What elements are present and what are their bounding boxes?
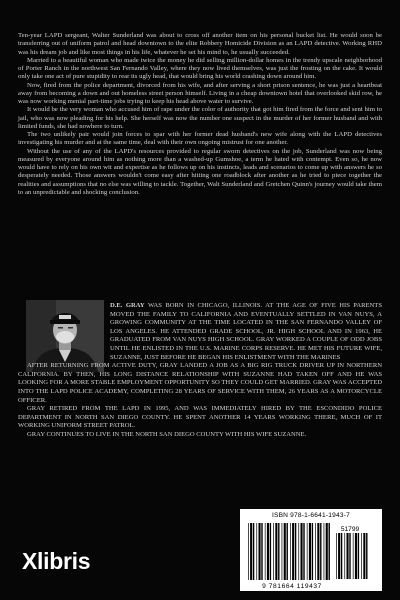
isbn-label: ISBN 978-1-6641-1943-7 (271, 512, 351, 519)
barcode-bar (366, 533, 367, 579)
barcode-bar (307, 523, 308, 580)
barcode-bar (347, 533, 349, 579)
barcode-bar (361, 533, 362, 579)
author-name: D.E. GRAY (110, 302, 145, 309)
barcode-bar (320, 523, 321, 580)
synopsis-paragraph: The two unlikely pair would join forces to spar with her former dead husband's new wife along with the LAPD detectives investigating his murder and at the same time, deal with their own ongoing mistrust for one another. (18, 131, 382, 147)
barcode-bar (295, 523, 296, 580)
barcode-bar (301, 523, 303, 580)
barcode-bar (259, 523, 261, 580)
barcode-bar (253, 523, 254, 580)
back-cover-synopsis (18, 32, 382, 197)
synopsis-paragraph: Ten-year LAPD sergeant, Walter Sunderland was about to cross off another item on his personal bucket list. He would soon be transferring out of uniform patrol and head downtown to the elite Robbery Homicide Division as an LAPD detective. Working RHD was his dream job and like most things in his life, whatever he set his mind to, he usually succeeded. (18, 32, 382, 56)
synopsis-paragraph: Now, fired from the police department, divorced from his wife, and after serving a short prison sentence, he was just a heartbeat away from becoming a down and out homeless street person himself. Living in a cheap downtown hotel that overlooked skid row, he was now working menial part-time jobs trying to keep his head above water to survive. (18, 81, 382, 105)
barcode-bar (265, 523, 266, 580)
barcode-bar (324, 523, 325, 580)
barcode-bar (292, 523, 294, 580)
bio-intro-text: WAS BORN IN CHICAGO, ILLINOIS. AT THE AGE OF FIVE HIS PARENTS MOVED THE FAMILY TO CALIFORNIA AND EVENTUALLY SETTLED IN VAN NUYS, A GROWING COMMUNITY AT THE TIME LOCATED IN THE SAN FERNANDO VALLEY OF LOS ANGELES. HE ATTENDED GRADE SCHOOL, JR. HIGH SCHOOL AND IN 1963, HE GRADUATED FROM VAN NUYS HIGH SCHOOL. GRAY WORKED A COUPLE OF ODD JOBS UNTIL HE ENLISTED IN THE U.S. MARINE CORPS RESERVE. HE MET HIS FUTURE WIFE, SUZANNE, JUST BEFORE HE BEGAN HIS ENLISTMENT WITH THE MARINES (110, 302, 382, 361)
barcode-bar (287, 523, 288, 580)
barcode-bar (344, 533, 345, 579)
barcode-bar (353, 533, 354, 579)
barcode-bar (275, 523, 277, 580)
author-bio (18, 302, 382, 440)
bio-intro (110, 302, 382, 362)
synopsis-paragraph: It would be the very woman who accused him of rape under the color of authority that got him fired from the force and sent him to jail, who was now pleading for his help. She herself was now the number one suspect in the murder of her former husband and with limited funds, she had nowhere to turn. (18, 106, 382, 130)
barcode-bar (317, 523, 319, 580)
barcode-bar (290, 523, 291, 580)
barcode-bar (329, 523, 330, 580)
barcode-bar (284, 523, 286, 580)
barcode-bar (358, 533, 359, 579)
barcode-bar (270, 523, 271, 580)
barcode-bar (336, 533, 337, 579)
barcode-bar (250, 523, 252, 580)
barcode-bar (298, 523, 299, 580)
barcode-bar (267, 523, 269, 580)
synopsis-paragraph: Without the use of any of the LAPD's resources provided to regular sworn detectives on the job, Sunderland was now being measured by everyone around him as nothing more than a washed-up Gumshoe, a term he hated with contempt. Even so, he now would have to rely on his own wit and expertise as he follows up on his instincts, leads and scenarios to come up with answers he so desperately needed. Those answers wouldn't come easy after hitting one roadblock after another as he tried to piece together the realities and assumptions that no else was willing to tackle. Together, Walt Sunderland and Gretchen Quinn's journey would take them to an unpredictable and shocking conclusion. (18, 147, 382, 196)
barcode-bar (261, 523, 262, 580)
barcode-bar (273, 523, 274, 580)
barcode-bar (338, 533, 340, 579)
bio-paragraph: GRAY RETIRED FROM THE LAPD IN 1995, AND WAS IMMEDIATELY HIRED BY THE ESCONDIDO POLICE DEPARTMENT IN NORTH SAN DIEGO COUNTY. HE SPENT ANOTHER 14 YEARS WORKING THERE, MUCH OF IT WORKING UNIFORM STREET PATROL. (18, 405, 382, 430)
barcode-bar (349, 533, 350, 579)
barcode-bar (303, 523, 304, 580)
publisher-logo: Xlibris (22, 548, 91, 574)
barcode-bar (248, 523, 249, 580)
barcode-graphic (240, 509, 382, 591)
price-code: 51799 (340, 526, 360, 533)
barcode-bar (355, 533, 357, 579)
barcode-bar (312, 523, 313, 580)
barcode-bar (256, 523, 257, 580)
barcode-bar (326, 523, 328, 580)
bio-paragraph: AFTER RETURNING FROM ACTIVE DUTY, GRAY LANDED A JOB AS A BIG RIG TRUCK DRIVER UP IN NORTHERN CALIFORNIA. BY THEN, HIS LONG DISTANCE RELATIONSHIP WITH SUZANNE HAD TAKEN OFF AND HE WAS LOOKING FOR A MORE STABLE EMPLOYMENT OPPORTUNITY SO THEY COULD GET MARRIED. GRAY WAS ACCEPTED INTO THE LAPD POLICE ACADEMY, COMPLETING 28 YEARS OF SERVICE WITH THEM, 26 YEARS AS A MOTORCYCLE OFFICER. (18, 362, 382, 404)
bio-paragraph: GRAY CONTINUES TO LIVE IN THE NORTH SAN DIEGO COUNTY WITH HIS WIFE SUZANNE. (27, 430, 307, 438)
barcode-bar (363, 533, 365, 579)
barcode-bar (278, 523, 279, 580)
synopsis-paragraph: Married to a beautiful woman who made twice the money he did selling million-dollar homes in the trendy upscale neighborhood of Porter Ranch in the northwest San Fernando Valley, where they now lived themselves, was just the frosting on the cake. It would only take one act of pure stupidity to rear its ugly head, that would bring his world crashing down around him. (18, 56, 382, 81)
barcode-bar (341, 533, 342, 579)
barcode-bar (315, 523, 316, 580)
barcode-bar (309, 523, 311, 580)
isbn-barcode (240, 509, 382, 591)
ean-digits: 9 781664 119437 (262, 583, 322, 590)
barcode-bar (282, 523, 283, 580)
